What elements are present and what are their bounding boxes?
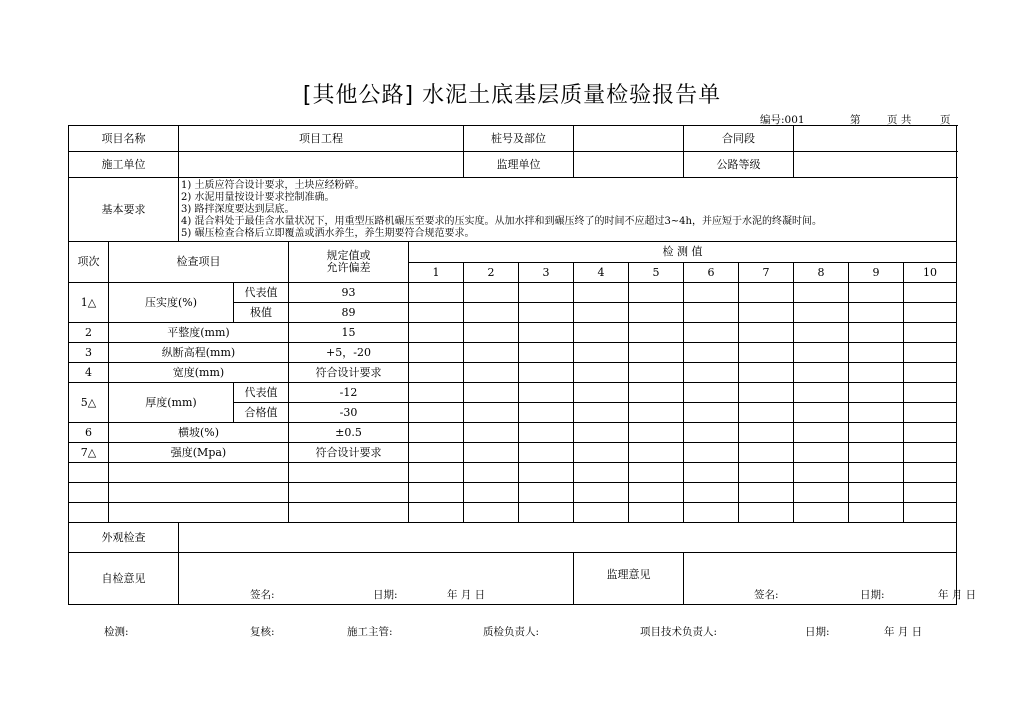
value-cell[interactable] (464, 283, 519, 303)
value-cell[interactable] (409, 443, 464, 463)
value-cell[interactable] (464, 403, 519, 423)
empty-cell[interactable] (109, 503, 289, 523)
row-spec: -30 (289, 403, 409, 423)
value-cell[interactable] (574, 283, 629, 303)
value-cell[interactable] (464, 463, 519, 483)
value-cell[interactable] (794, 483, 849, 503)
value-cell[interactable] (629, 283, 684, 303)
row-spec: +5，-20 (289, 343, 409, 363)
value-cell[interactable] (519, 383, 574, 403)
empty-cell[interactable] (69, 483, 109, 503)
value-cell[interactable] (849, 363, 904, 383)
table-row (69, 283, 957, 303)
value-cell[interactable] (684, 383, 739, 403)
value-cell[interactable] (574, 403, 629, 423)
footer-review: 复核: (250, 626, 275, 638)
row-no: 3 (69, 343, 109, 363)
value-cell[interactable] (684, 443, 739, 463)
empty-row (69, 463, 957, 483)
value-cell[interactable] (409, 323, 464, 343)
footer-date-value: 年 月 日 (884, 626, 923, 638)
value-cell[interactable] (629, 483, 684, 503)
value-cell[interactable] (849, 443, 904, 463)
appearance-label: 外观检查 (69, 523, 179, 553)
value-cell[interactable] (794, 443, 849, 463)
value-cell[interactable] (739, 383, 794, 403)
appearance-value[interactable] (179, 523, 957, 553)
value-cell[interactable] (409, 343, 464, 363)
measure-col-2: 2 (464, 263, 519, 283)
value-cell[interactable] (849, 423, 904, 443)
page-of-label: 页 共 (887, 114, 912, 126)
row-item: 平整度(mm) (109, 323, 289, 343)
value-cell[interactable] (574, 423, 629, 443)
page-number-label: 第 (850, 114, 861, 126)
value-cell[interactable] (904, 443, 957, 463)
value-cell[interactable] (904, 283, 957, 303)
value-cell[interactable] (409, 403, 464, 423)
measure-col-4: 4 (574, 263, 629, 283)
requirements-and-results (68, 177, 977, 605)
contract-value[interactable] (794, 126, 957, 152)
value-cell[interactable] (739, 323, 794, 343)
row-no: 5△ (69, 383, 109, 423)
value-cell[interactable] (684, 303, 739, 323)
table-row (69, 383, 957, 403)
self-date-label: 日期: (373, 589, 398, 601)
value-cell[interactable] (849, 383, 904, 403)
table-row (69, 443, 957, 463)
row-subitem: 极值 (234, 303, 289, 323)
value-cell[interactable] (519, 363, 574, 383)
value-cell[interactable] (904, 323, 957, 343)
value-cell[interactable] (794, 283, 849, 303)
row-subitem: 合格值 (234, 403, 289, 423)
value-cell[interactable] (574, 483, 629, 503)
value-cell[interactable] (629, 463, 684, 483)
value-cell[interactable] (904, 303, 957, 323)
value-cell[interactable] (464, 503, 519, 523)
value-cell[interactable] (904, 463, 957, 483)
table-row (69, 323, 957, 343)
inspection-report-table (68, 125, 957, 152)
project-name-label: 项目名称 (69, 126, 179, 152)
check-item-header: 检查项目 (109, 242, 289, 283)
value-cell[interactable] (574, 343, 629, 363)
empty-cell[interactable] (69, 503, 109, 523)
requirement-line: 5) 碾压检查合格后立即覆盖或洒水养生，养生期要符合规范要求。 (181, 228, 475, 239)
value-cell[interactable] (794, 403, 849, 423)
measure-col-3: 3 (519, 263, 574, 283)
basic-requirements-text (179, 178, 957, 242)
row-no: 2 (69, 323, 109, 343)
value-cell[interactable] (409, 363, 464, 383)
value-cell[interactable] (519, 283, 574, 303)
value-cell[interactable] (684, 463, 739, 483)
value-cell[interactable] (629, 503, 684, 523)
table-row (69, 363, 957, 383)
requirement-line: 2) 水泥用量按设计要求控制准确。 (181, 192, 335, 203)
value-cell[interactable] (574, 303, 629, 323)
value-cell[interactable] (684, 483, 739, 503)
value-cell[interactable] (574, 323, 629, 343)
row-no: 6 (69, 423, 109, 443)
value-cell[interactable] (739, 363, 794, 383)
row-no: 7△ (69, 443, 109, 463)
row-spec: ±0.5 (289, 423, 409, 443)
value-cell[interactable] (739, 503, 794, 523)
measure-col-5: 5 (629, 263, 684, 283)
value-cell[interactable] (409, 463, 464, 483)
measure-col-10: 10 (904, 263, 957, 283)
value-cell[interactable] (574, 383, 629, 403)
row-item: 强度(Mpa) (109, 443, 289, 463)
contract-label: 合同段 (684, 126, 794, 152)
value-cell[interactable] (739, 423, 794, 443)
row-spec: 93 (289, 283, 409, 303)
report-code: 编号:001 (760, 114, 805, 126)
supervision-opinion-label (574, 553, 684, 605)
value-cell[interactable] (794, 423, 849, 443)
value-cell[interactable] (904, 423, 957, 443)
value-cell[interactable] (409, 423, 464, 443)
value-cell[interactable] (794, 463, 849, 483)
sup-sign-label: 签名: (754, 589, 779, 601)
row-no: 4 (69, 363, 109, 383)
empty-cell[interactable] (289, 483, 409, 503)
value-cell[interactable] (519, 463, 574, 483)
row-no: 1△ (69, 283, 109, 323)
empty-cell[interactable] (69, 463, 109, 483)
value-cell[interactable] (684, 503, 739, 523)
value-cell[interactable] (904, 363, 957, 383)
value-cell[interactable] (739, 343, 794, 363)
supervision-opinion-area[interactable] (684, 553, 977, 605)
value-cell[interactable] (849, 403, 904, 423)
value-cell[interactable] (519, 443, 574, 463)
value-cell[interactable] (574, 463, 629, 483)
project-name-value: 项目工程 (179, 126, 464, 152)
value-cell[interactable] (849, 463, 904, 483)
empty-cell[interactable] (289, 463, 409, 483)
row-spec: -12 (289, 383, 409, 403)
row-item: 厚度(mm) (109, 383, 234, 423)
value-cell[interactable] (464, 303, 519, 323)
measured-values-header: 检 测 值 (409, 242, 957, 263)
value-cell[interactable] (794, 363, 849, 383)
row-item: 宽度(mm) (109, 363, 289, 383)
empty-row (69, 483, 957, 503)
empty-row (69, 503, 957, 523)
value-cell[interactable] (629, 443, 684, 463)
station-label: 桩号及部位 (464, 126, 574, 152)
row-spec: 符合设计要求 (289, 363, 409, 383)
self-date-value: 年 月 日 (447, 589, 486, 601)
value-cell[interactable] (904, 383, 957, 403)
value-cell[interactable] (519, 303, 574, 323)
sup-date-label: 日期: (860, 589, 885, 601)
value-cell[interactable] (409, 383, 464, 403)
station-value[interactable] (574, 126, 684, 152)
value-cell[interactable] (464, 423, 519, 443)
value-cell[interactable] (629, 403, 684, 423)
value-cell[interactable] (409, 303, 464, 323)
value-cell[interactable] (684, 343, 739, 363)
value-cell[interactable] (739, 463, 794, 483)
requirement-line: 3) 路拌深度要达到层底。 (181, 204, 295, 215)
value-cell[interactable] (684, 283, 739, 303)
value-cell[interactable] (794, 503, 849, 523)
report-grid (68, 151, 957, 178)
value-cell[interactable] (409, 483, 464, 503)
sup-date-value: 年 月 日 (938, 589, 977, 601)
value-cell[interactable] (574, 503, 629, 523)
measure-col-9: 9 (849, 263, 904, 283)
value-cell[interactable] (629, 363, 684, 383)
value-cell[interactable] (849, 503, 904, 523)
value-cell[interactable] (849, 283, 904, 303)
row-subitem: 代表值 (234, 283, 289, 303)
value-cell[interactable] (684, 423, 739, 443)
value-cell[interactable] (629, 383, 684, 403)
value-cell[interactable] (849, 303, 904, 323)
value-cell[interactable] (794, 383, 849, 403)
supervision-opinion-text: 监理意见 (606, 568, 651, 581)
value-cell[interactable] (409, 503, 464, 523)
value-cell[interactable] (464, 483, 519, 503)
basic-requirements-label: 基本要求 (69, 178, 179, 242)
value-cell[interactable] (739, 443, 794, 463)
supervision-unit-value[interactable] (574, 152, 684, 178)
value-cell[interactable] (464, 363, 519, 383)
value-cell[interactable] (849, 483, 904, 503)
row-subitem: 代表值 (234, 383, 289, 403)
measure-col-8: 8 (794, 263, 849, 283)
self-sign-label: 签名: (250, 589, 275, 601)
value-cell[interactable] (629, 323, 684, 343)
value-cell[interactable] (739, 403, 794, 423)
spec-header-line2: 允许偏差 (326, 261, 371, 274)
footer-tech: 项目技术负责人: (640, 626, 718, 638)
value-cell[interactable] (574, 443, 629, 463)
value-cell[interactable] (519, 403, 574, 423)
value-cell[interactable] (904, 343, 957, 363)
value-cell[interactable] (574, 363, 629, 383)
value-cell[interactable] (794, 323, 849, 343)
value-cell[interactable] (464, 323, 519, 343)
row-spec: 15 (289, 323, 409, 343)
signature-row (69, 553, 957, 605)
road-grade-label: 公路等级 (684, 152, 794, 178)
empty-cell[interactable] (109, 483, 289, 503)
value-cell[interactable] (904, 483, 957, 503)
requirement-line: 4) 混合料处于最佳含水量状况下，用重型压路机碾压至要求的压实度。从加水拌和到碾压终了的时间不应超过3~4h，并应短于水泥的终凝时间。 (181, 216, 822, 227)
value-cell[interactable] (684, 363, 739, 383)
page-title: [其他公路] 水泥土底基层质量检验报告单 (302, 83, 722, 108)
value-cell[interactable] (519, 503, 574, 523)
row-item: 纵断高程(mm) (109, 343, 289, 363)
value-cell[interactable] (629, 423, 684, 443)
footer-qc: 质检负责人: (483, 626, 540, 638)
road-grade-value[interactable] (794, 152, 957, 178)
empty-cell[interactable] (109, 463, 289, 483)
footer-date: 日期: (805, 626, 830, 638)
total-pages-label: 页 (940, 114, 951, 126)
seq-header: 项次 (69, 242, 109, 283)
value-cell[interactable] (629, 303, 684, 323)
measure-col-6: 6 (684, 263, 739, 283)
value-cell[interactable] (684, 403, 739, 423)
construction-unit-value[interactable] (179, 152, 464, 178)
value-cell[interactable] (739, 283, 794, 303)
value-cell[interactable] (464, 443, 519, 463)
value-cell[interactable] (794, 343, 849, 363)
value-cell[interactable] (684, 323, 739, 343)
construction-unit-label: 施工单位 (69, 152, 179, 178)
measure-col-1: 1 (409, 263, 464, 283)
footer-test: 检测: (104, 626, 129, 638)
appearance-row (69, 523, 957, 553)
row-spec: 符合设计要求 (289, 443, 409, 463)
spec-header (289, 242, 409, 283)
self-check-label: 自检意见 (69, 553, 179, 605)
row-item: 横坡(%) (109, 423, 289, 443)
value-cell[interactable] (629, 343, 684, 363)
empty-cell[interactable] (289, 503, 409, 523)
value-cell[interactable] (409, 283, 464, 303)
value-cell[interactable] (849, 343, 904, 363)
value-cell[interactable] (794, 303, 849, 323)
value-cell[interactable] (464, 383, 519, 403)
row-item: 压实度(%) (109, 283, 234, 323)
self-check-area[interactable] (179, 553, 574, 605)
footer-director: 施工主管: (347, 626, 393, 638)
measure-col-7: 7 (739, 263, 794, 283)
value-cell[interactable] (519, 483, 574, 503)
value-cell[interactable] (519, 323, 574, 343)
value-cell[interactable] (519, 343, 574, 363)
value-cell[interactable] (739, 303, 794, 323)
row-spec: 89 (289, 303, 409, 323)
requirement-line: 1) 土质应符合设计要求，土块应经粉碎。 (181, 180, 365, 191)
table-row (69, 343, 957, 363)
value-cell[interactable] (464, 343, 519, 363)
spec-header-line1: 规定值或 (326, 249, 371, 262)
value-cell[interactable] (739, 483, 794, 503)
value-cell[interactable] (904, 403, 957, 423)
value-cell[interactable] (904, 503, 957, 523)
value-cell[interactable] (849, 323, 904, 343)
table-row (69, 423, 957, 443)
supervision-unit-label: 监理单位 (464, 152, 574, 178)
value-cell[interactable] (519, 423, 574, 443)
